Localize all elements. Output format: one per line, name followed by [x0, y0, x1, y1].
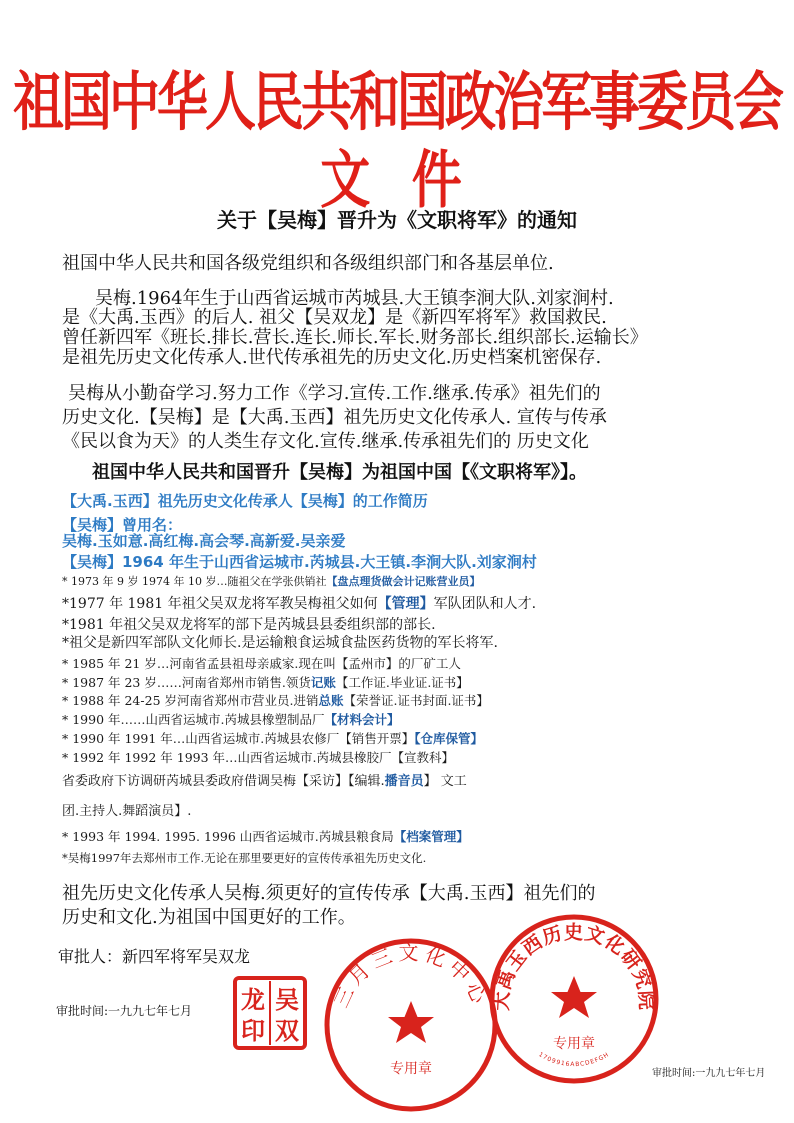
- approver: 审批人：新四军将军吴双龙: [58, 947, 251, 966]
- closing-line: 祖先历史文化传承人吴梅.须更好的宣传传承【大禹.玉西】祖先们的: [62, 883, 596, 904]
- paragraph-line: 吴梅.1964年生于山西省运城市芮城县.大王镇李涧大队.刘家涧村.: [95, 288, 614, 309]
- paragraph-line: 是祖先历史文化传承人.世代传承祖先的历史文化.历史档案机密保存.: [62, 347, 602, 368]
- birth-record: 【吴梅】1964 年生于山西省运城市.芮城县.大王镇.李涧大队.刘家涧村: [62, 553, 537, 571]
- history-item: * 1993 年 1994. 1995. 1996 山西省运城市.芮城县粮食局【档案管理】: [62, 829, 469, 844]
- paragraph-line: 吴梅从小勤奋学习.努力工作《学习.宣传.工作.继承.传承》祖先们的: [68, 383, 601, 404]
- secondment-record: 省委政府下访调研芮城县委政府借调吴梅【采访】【编辑.播音员】 文工: [62, 774, 467, 789]
- salutation: 祖国中华人民共和国各级党组织和各级组织部门和各基层单位.: [62, 253, 554, 274]
- paragraph-line: 曾任新四军《班长.排长.营长.连长.师长.军长.财务部长.组织部长.运输长》: [62, 327, 648, 348]
- alias-label: 【吴梅】曾用名：: [62, 516, 183, 534]
- document-issuer-title: 祖国中华人民共和国政治军事委员会: [12, 66, 781, 140]
- history-item: * 1973 年 9 岁 1974 年 10 岁…随祖父在学张供销社【盘点理货做会计记账营业员】: [62, 575, 481, 588]
- secondment-record-cont: 团.主持人.舞蹈演员】.: [62, 804, 192, 819]
- history-item: * 1990 年……山西省运城市.芮城县橡塑制品厂【材料会计】: [62, 712, 400, 727]
- alias-list: 吴梅.玉如意.高红梅.高会琴.高新爱.吴亲爱: [62, 532, 346, 550]
- paragraph-line: 《民以食为天》的人类生存文化.宣传.继承.传承祖先们的 历史文化: [62, 431, 589, 452]
- history-item: * 1985 年 21 岁…河南省孟县祖母亲戚家.现在叫【孟州市】的厂矿工人: [62, 656, 461, 671]
- paragraph-line: 是《大禹.玉西》的后人. 祖父【吴双龙】是《新四军将军》救国救民.: [62, 307, 607, 328]
- square-name-seal: [232, 975, 308, 1051]
- seal-arc-text: 大禹玉西历史文化研究院: [490, 921, 658, 1012]
- history-item: * 1990 年 1991 年…山西省运城市.芮城县农修厂【销售开票】【仓库保管】: [62, 731, 484, 746]
- research-institute-seal: [487, 912, 661, 1086]
- document-type-title: 文 件: [320, 143, 474, 217]
- star-icon: [388, 1001, 434, 1043]
- notice-subject: 关于【吴梅】晋升为《文职将军》的通知: [217, 208, 577, 232]
- seal-char: 印: [241, 1017, 265, 1045]
- history-item: * 1988 年 24-25 岁河南省郑州市营业员.进销总账【荣誉证.证书封面.证书】: [62, 693, 489, 708]
- seal-bottom-text: 专用章: [390, 1061, 432, 1077]
- paragraph-line: 历史文化.【吴梅】是【大禹.玉西】祖先历史文化传承人. 宣传与传承: [62, 407, 607, 428]
- history-item: *1977 年 1981 年祖父吴双龙将军教吴梅祖父如何【管理】军队团队和人才.: [62, 596, 537, 612]
- history-item: *1981 年祖父吴双龙将军的部下是芮城县县委组织部的部长.: [62, 617, 436, 633]
- closing-line: 历史和文化.为祖国中国更好的工作。: [62, 907, 356, 928]
- approval-date-right: 审批时间:一九九七年七月: [652, 1068, 766, 1079]
- history-item: * 1987 年 23 岁……河南省郑州市销售.领货记账【工作证.毕业证.证书】: [62, 675, 469, 690]
- seal-arc-text: 三月三文化中心: [328, 940, 494, 1012]
- seal-char: 龙: [241, 986, 265, 1014]
- history-item: *祖父是新四军部队文化师长.是运输粮食运城食盐医药货物的军长将军.: [62, 635, 498, 651]
- star-icon: [551, 976, 597, 1018]
- history-item: * 1992 年 1992 年 1993 年…山西省运城市.芮城县橡胶厂【宣教科】: [62, 750, 454, 765]
- history-item: *吴梅1997年去郑州市工作.无论在那里要更好的宣传传承祖先历史文化.: [62, 851, 427, 865]
- seal-char: 双: [275, 1017, 299, 1045]
- promotion-announcement: 祖国中华人民共和国晋升【吴梅】为祖国中国【《文职将军》】。: [92, 462, 587, 483]
- culture-center-seal: [321, 935, 501, 1115]
- seal-serial-code: 1709916ABCDEFGH: [537, 1051, 611, 1069]
- work-history-heading: 【大禹.玉西】祖先历史文化传承人【吴梅】的工作简历: [62, 492, 428, 510]
- seal-bottom-text: 专用章: [553, 1036, 595, 1052]
- approval-date: 审批时间:一九九七年七月: [56, 1004, 193, 1018]
- seal-char: 吴: [275, 986, 299, 1014]
